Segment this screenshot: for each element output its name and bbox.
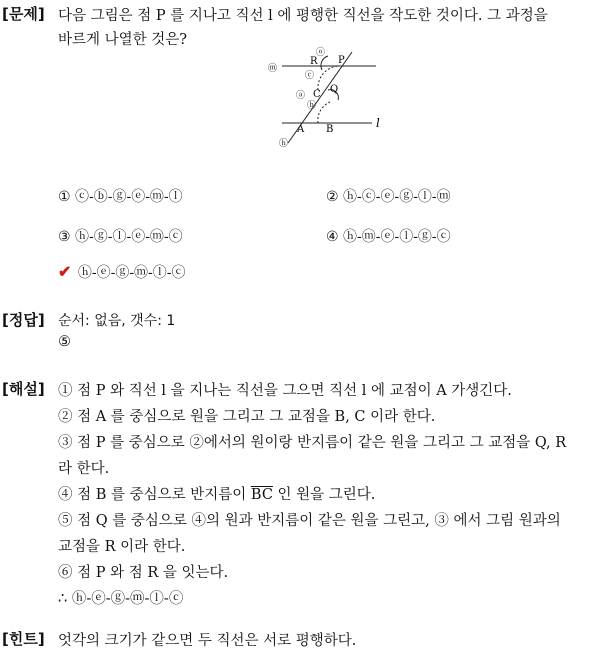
- explanation-line-2: ② 점 A 를 중심으로 원을 그리고 그 교점을 B, C 이라 한다.: [58, 409, 436, 425]
- explanation-line-1: ① 점 P 와 직선 l 을 지나는 직선을 그으면 직선 l 에 교점이 A 가생긴다.: [58, 383, 512, 399]
- segment-bc: $\overline{BC}$: [250, 487, 273, 503]
- answer-label: [정답]: [2, 311, 45, 329]
- explanation-line-7: 교점을 R 이라 한다.: [58, 539, 186, 555]
- problem-label: [문제]: [2, 5, 45, 23]
- choice-4-text: ⓗ-ⓜ-ⓔ-ⓛ-ⓖ-ⓒ: [343, 229, 451, 245]
- explanation-line-8: ⑥ 점 P 와 점 R 을 잇는다.: [58, 565, 229, 581]
- explanation-line-5-b: 인 원을 그린다.: [277, 487, 376, 503]
- answer-line-2: ⑤: [58, 334, 71, 350]
- hint-label: [힌트]: [2, 630, 45, 648]
- step-mark-3: ⓒ: [305, 71, 315, 81]
- step-mark-4: ⓐ: [296, 91, 306, 101]
- step-mark-5: ⓑ: [307, 101, 317, 111]
- explanation-label: [해설]: [2, 380, 45, 398]
- explanation-line-3: ③ 점 P 를 중심으로 ②에서의 원이랑 반지름이 같은 원을 그리고 그 교점을 Q, R: [58, 435, 567, 451]
- hint-text: 엇각의 크기가 같으면 두 직선은 서로 평행하다.: [58, 633, 357, 649]
- explanation-line-6: ⑤ 점 Q 를 중심으로 ④의 원과 반지름이 같은 원을 그린고, ③ 에서 그림 원과의: [58, 513, 561, 529]
- step-mark-8: ⓗ: [279, 139, 289, 149]
- choice-1-text: ⓒ-ⓑ-ⓖ-ⓔ-ⓜ-ⓛ: [75, 189, 183, 205]
- explanation-line-5: [58, 483, 375, 504]
- explanation-line-4: 라 한다.: [58, 461, 110, 477]
- choice-4-num: ④: [326, 229, 339, 245]
- choice-3-text: ⓗ-ⓖ-ⓛ-ⓔ-ⓜ-ⓒ: [75, 229, 183, 245]
- label-l: l: [376, 116, 380, 130]
- choice-2-text: ⓗ-ⓒ-ⓔ-ⓖ-ⓛ-ⓜ: [343, 189, 451, 205]
- label-C: C: [313, 89, 321, 100]
- choice-2[interactable]: [326, 186, 451, 206]
- problem-line-1: 다음 그림은 점 P 를 지나고 직선 l 에 평행한 직선을 작도한 것이다. 그 과정을: [58, 8, 548, 24]
- explanation-line-5-a: ④ 점 B 를 중심으로 반지름이: [58, 487, 247, 503]
- explanation-line-9: ∴ ⓗ-ⓔ-ⓖ-ⓜ-ⓛ-ⓒ: [58, 591, 184, 607]
- label-P: P: [338, 55, 345, 66]
- choice-5[interactable]: [58, 262, 186, 282]
- choice-1[interactable]: [58, 186, 183, 206]
- choice-1-num: ①: [58, 189, 71, 205]
- step-mark-1: ⓜ: [268, 64, 278, 74]
- label-Q: Q: [330, 84, 339, 95]
- check-icon: ✔: [58, 262, 72, 281]
- construction-figure: [0, 40, 592, 200]
- label-R: R: [310, 56, 318, 67]
- arc-r: [321, 56, 328, 70]
- choice-2-num: ②: [326, 189, 339, 205]
- choice-5-text: ⓗ-ⓔ-ⓖ-ⓜ-ⓛ-ⓒ: [77, 265, 186, 281]
- label-A: A: [297, 124, 305, 135]
- arc-b: [318, 102, 330, 123]
- problem-line-2: 바르게 나열한 것은?: [58, 32, 188, 48]
- step-mark-2: ⓞ: [316, 48, 326, 58]
- choice-3-num: ③: [58, 229, 71, 245]
- choice-3[interactable]: [58, 226, 183, 246]
- choice-4[interactable]: [326, 226, 451, 246]
- label-B: B: [326, 124, 334, 135]
- answer-line-1: 순서: 없음, 갯수: 1: [58, 313, 176, 329]
